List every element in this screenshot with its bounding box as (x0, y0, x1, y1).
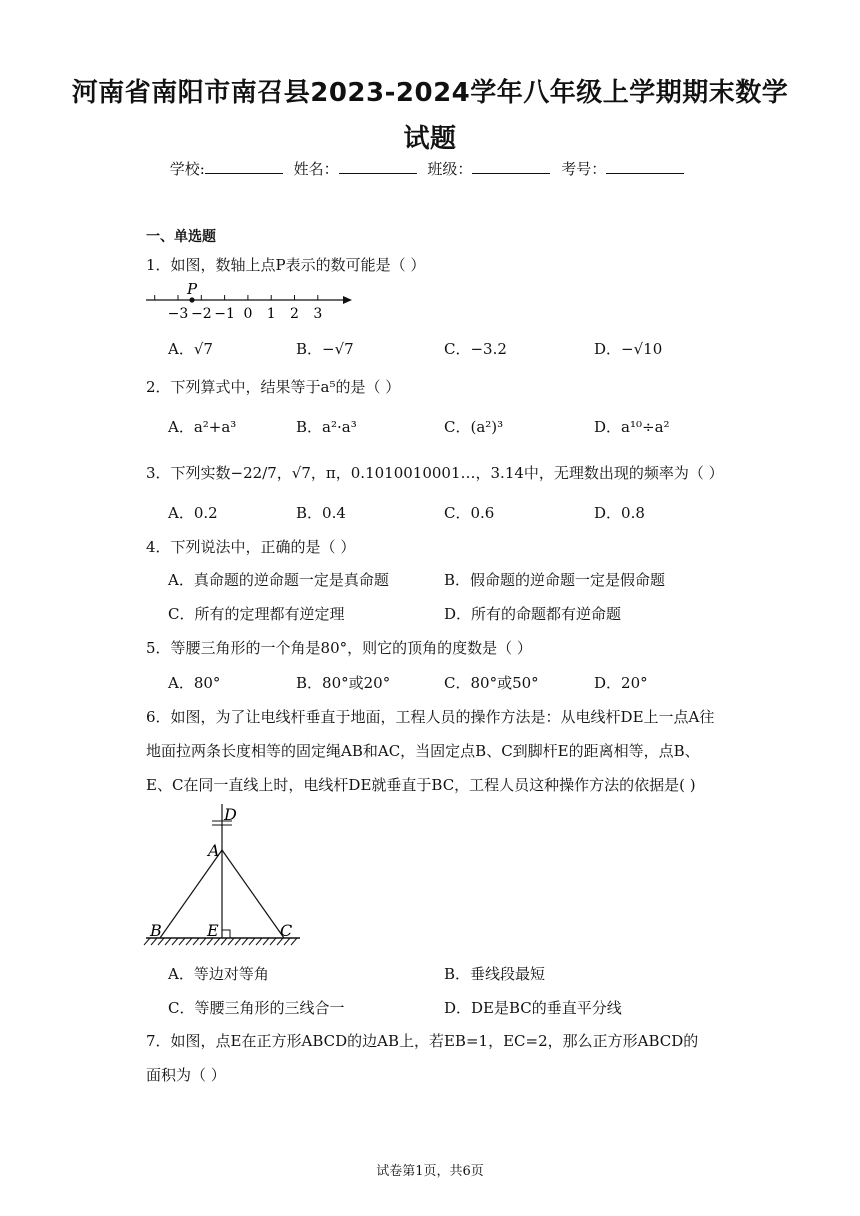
q3-option-b: B．0.4 (296, 504, 346, 522)
question-7-line1: 7．如图，点E在正方形ABCD的边AB上，若EB=1，EC=2，那么正方形ABCD的 (146, 1032, 699, 1050)
ground-hatch (172, 938, 178, 945)
q1-option-b: B．−√7 (296, 340, 354, 358)
ground-hatch (186, 938, 192, 945)
name-blank (339, 161, 417, 174)
point-p-label: P (187, 280, 198, 298)
page-footer: 试卷第1页，共6页 (376, 1164, 484, 1179)
label-d: D (224, 805, 237, 824)
q5-option-c: C．80°或50° (444, 674, 539, 692)
axis-tick-label: 2 (290, 306, 299, 322)
label-a: A (208, 841, 220, 860)
q1-option-c: C．−3.2 (444, 340, 507, 358)
question-6-line1: 6．如图，为了让电线杆垂直于地面，工程人员的操作方法是：从电线杆DE上一点A往 (146, 708, 715, 726)
question-3-text: 3．下列实数−22/7，√7，π，0.1010010001…，3.14中，无理数出现的频率为（ ） (146, 464, 724, 482)
question-1-text: 1．如图，数轴上点P表示的数可能是（ ） (146, 256, 426, 274)
question-7-line2: 面积为（ ） (146, 1066, 226, 1084)
q4-option-b: B．假命题的逆命题一定是假命题 (444, 571, 666, 589)
exam-no-blank (606, 161, 684, 174)
axis-tick-label: −1 (214, 306, 235, 322)
q2-option-d: D．a¹⁰÷a² (594, 418, 670, 436)
exam-no-label: 考号： (561, 160, 607, 178)
ground-hatch (179, 938, 185, 945)
axis-tick-label: 0 (243, 306, 253, 322)
class-blank (472, 161, 550, 174)
point-p-dot (189, 297, 194, 302)
ground-hatch (228, 938, 234, 945)
q3-option-a: A．0.2 (168, 504, 218, 522)
ground-hatch (256, 938, 262, 945)
axis-tick-label: −3 (167, 306, 189, 322)
q4-option-d: D．所有的命题都有逆命题 (444, 605, 622, 623)
ground-hatch (165, 938, 171, 945)
q2-option-a: A．a²+a³ (168, 418, 237, 436)
ground-hatch (235, 938, 241, 945)
q5-option-b: B．80°或20° (296, 674, 391, 692)
question-6-line2: 地面拉两条长度相等的固定绳AB和AC，当固定点B、C到脚杆E的距离相等，点B、 (146, 742, 700, 760)
axis-tick-label: 3 (313, 306, 323, 322)
class-label: 班级： (427, 160, 473, 178)
q3-option-d: D．0.8 (594, 504, 645, 522)
q2-option-b: B．a²·a³ (296, 418, 357, 436)
q4-option-c: C．所有的定理都有逆定理 (168, 605, 345, 623)
q6-option-a: A．等边对等角 (168, 965, 269, 983)
ground-hatch (221, 938, 227, 945)
q6-option-d: D．DE是BC的垂直平分线 (444, 999, 622, 1017)
axis-tick-label: −2 (190, 306, 212, 322)
q1-option-d: D．−√10 (594, 340, 663, 358)
exam-title-line2: 试题 (403, 124, 457, 154)
question-4-text: 4．下列说法中，正确的是（ ） (146, 538, 356, 556)
label-b: B (150, 921, 162, 940)
axis-tick-label: 1 (266, 306, 276, 322)
q6-option-c: C．等腰三角形的三线合一 (168, 999, 345, 1017)
question-5-text: 5．等腰三角形的一个角是80°，则它的顶角的度数是（ ） (146, 639, 532, 657)
exam-title-line1: 河南省南阳市南召县2023-2024学年八年级上学期期末数学 (71, 78, 789, 108)
label-e: E (207, 921, 219, 940)
section-heading: 一、单选题 (146, 229, 216, 245)
q5-option-a: A．80° (168, 674, 221, 692)
ground-hatch (249, 938, 255, 945)
ground-hatch (193, 938, 199, 945)
q2-option-c: C．(a²)³ (444, 418, 504, 436)
student-info-row (0, 158, 860, 179)
rope-ac (222, 850, 284, 938)
ground-hatch (270, 938, 276, 945)
q6-option-b: B．垂线段最短 (444, 965, 546, 983)
ground-hatch (263, 938, 269, 945)
question-2-text: 2．下列算式中，结果等于a⁵的是（ ） (146, 378, 401, 396)
school-label: 学校: (169, 160, 205, 178)
q1-option-a: A．√7 (168, 340, 213, 358)
school-blank (205, 161, 283, 174)
q5-option-d: D．20° (594, 674, 648, 692)
q4-option-a: A．真命题的逆命题一定是真命题 (168, 571, 389, 589)
ground-hatch (200, 938, 206, 945)
number-line-figure (140, 280, 370, 322)
name-label: 姓名： (293, 160, 339, 178)
label-c: C (280, 921, 293, 940)
pole-triangle-figure (140, 800, 310, 950)
ground-hatch (242, 938, 248, 945)
question-6-line3: E、C在同一直线上时，电线杆DE就垂直于BC，工程人员这种操作方法的依据是( ) (146, 776, 696, 794)
q3-option-c: C．0.6 (444, 504, 495, 522)
